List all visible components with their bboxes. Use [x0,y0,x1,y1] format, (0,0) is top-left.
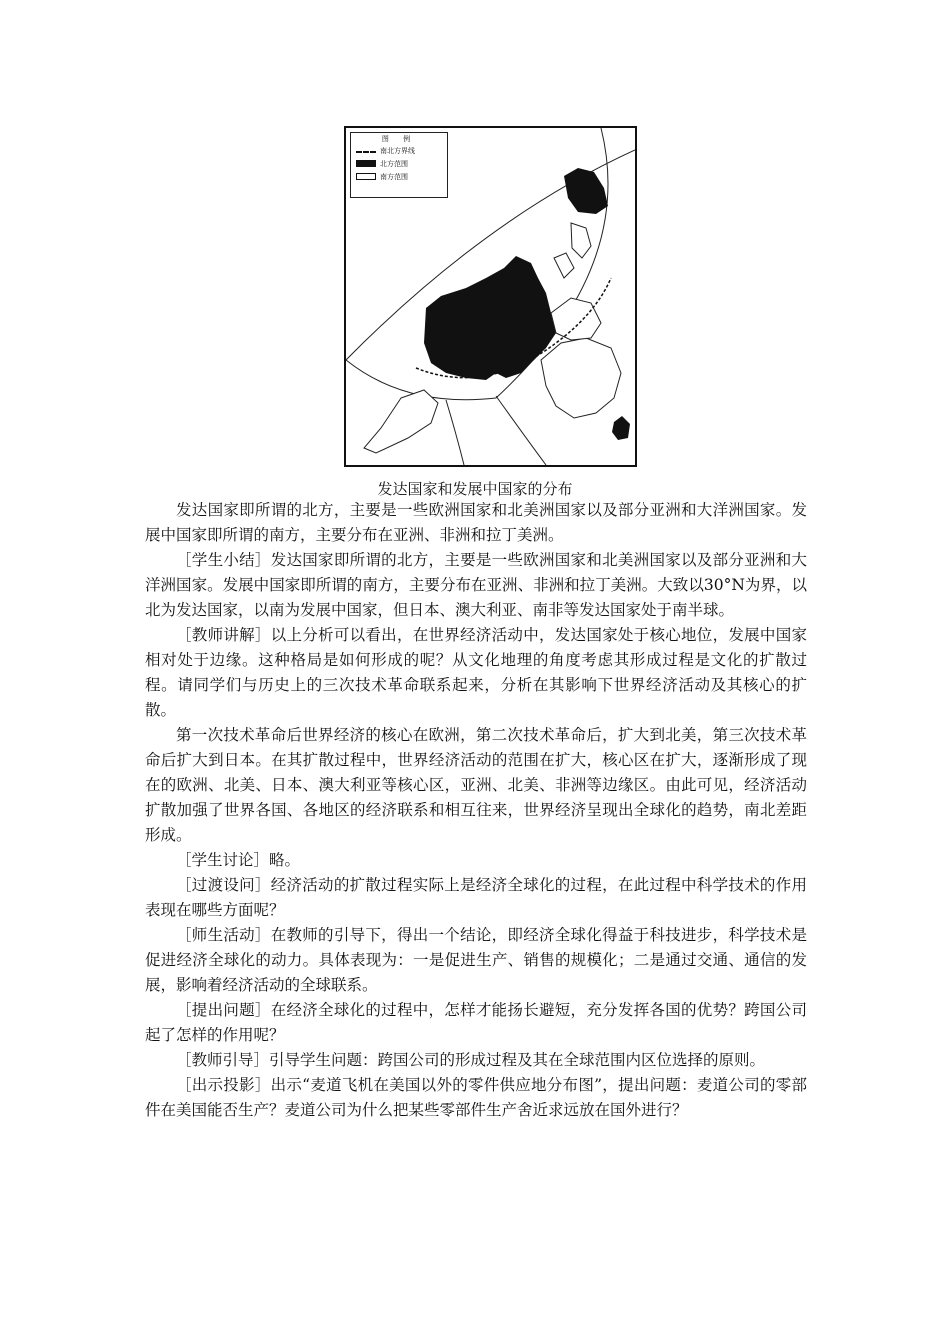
south-region-island [571,223,591,258]
paragraph: ［学生小结］发达国家即所谓的北方，主要是一些欧洲国家和北美洲国家以及部分亚洲和大洋洲国家。发展中国家即所谓的南方，主要分布在亚洲、非洲和拉丁美洲。大致以30°N为界，以北为发达国家，以南为发展中国家，但日本、澳大利亚、南非等发达国家处于南半球。 [145,551,807,619]
legend-label: 北方范围 [380,159,408,168]
paragraph: ［提出问题］在经济全球化的过程中，怎样才能扬长避短，充分发挥各国的优势？跨国公司起了怎样的作用呢？ [145,1001,807,1044]
paragraph: ［教师引导］引导学生问题：跨国公司的形成过程及其在全球范围内区位选择的原则。 [176,1051,766,1069]
north-region-shape [424,256,556,380]
paragraph: ［学生讨论］略。 [176,851,301,869]
legend-title: 图 例 [381,135,417,143]
south-region-africa-asia [541,338,621,418]
legend-swatch-south [356,173,376,180]
south-region-asia [551,298,601,340]
paragraph: ［教师讲解］以上分析可以看出，在世界经济活动中，发达国家处于核心地位，发展中国家相对处于边缘。这种格局是如何形成的呢？从文化地理的角度考虑其形成过程是文化的扩散过程。请同学们与历史上的三次技术革命联系起来，分析在其影响下世界经济活动及其核心的扩散。 [145,626,807,719]
legend-swatch-north [356,160,376,167]
legend-label: 南方范围 [380,172,408,181]
legend-item-boundary [356,144,447,157]
legend-swatch-boundary [356,151,376,153]
north-region-north-america [564,168,608,214]
legend-item-south [356,170,447,183]
body-text [145,498,807,1123]
paragraph: ［出示投影］出示“麦道飞机在美国以外的零件供应地分布图”，提出问题：麦道公司的零部件在美国能否生产？麦道公司为什么把某些零部件生产舍近求远放在国外进行？ [145,1076,807,1119]
south-region-small-landmass [554,253,574,278]
world-map-figure [344,126,637,467]
paragraph: 发达国家即所谓的北方，主要是一些欧洲国家和北美洲国家以及部分亚洲和大洋洲国家。发展中国家即所谓的南方，主要分布在亚洲、非洲和拉丁美洲。 [145,501,807,544]
paragraph: ［师生活动］在教师的引导下，得出一个结论，即经济全球化得益于科技进步，科学技术是促进经济全球化的动力。具体表现为：一是促进生产、销售的规模化；二是通过交通、通信的发展，影响着经济活动的全球联系。 [145,926,807,994]
south-region-latin-america [364,390,438,453]
legend-label: 南北方界线 [380,146,415,155]
north-region-australia [612,416,630,440]
figure-caption: 发达国家和发展中国家的分布 [377,480,573,498]
map-legend [350,132,448,198]
paragraph: 第一次技术革命后世界经济的核心在欧洲，第二次技术革命后，扩大到北美，第三次技术革命后扩大到日本。在其扩散过程中，世界经济活动的范围在扩大，核心区在扩大，逐渐形成了现在的欧洲、北美、日本、澳大利亚等核心区，亚洲、北美、非洲等边缘区。由此可见，经济活动扩散加强了世界各国、各地区的经济联系和相互往来，世界经济呈现出全球化的趋势，南北差距形成。 [145,726,807,844]
map-arc-lower-left [446,400,464,465]
map-arc-lower-right [496,396,546,465]
paragraph: ［过渡设问］经济活动的扩散过程实际上是经济全球化的过程，在此过程中科学技术的作用表现在哪些方面呢？ [145,876,807,919]
legend-item-north [356,157,447,170]
